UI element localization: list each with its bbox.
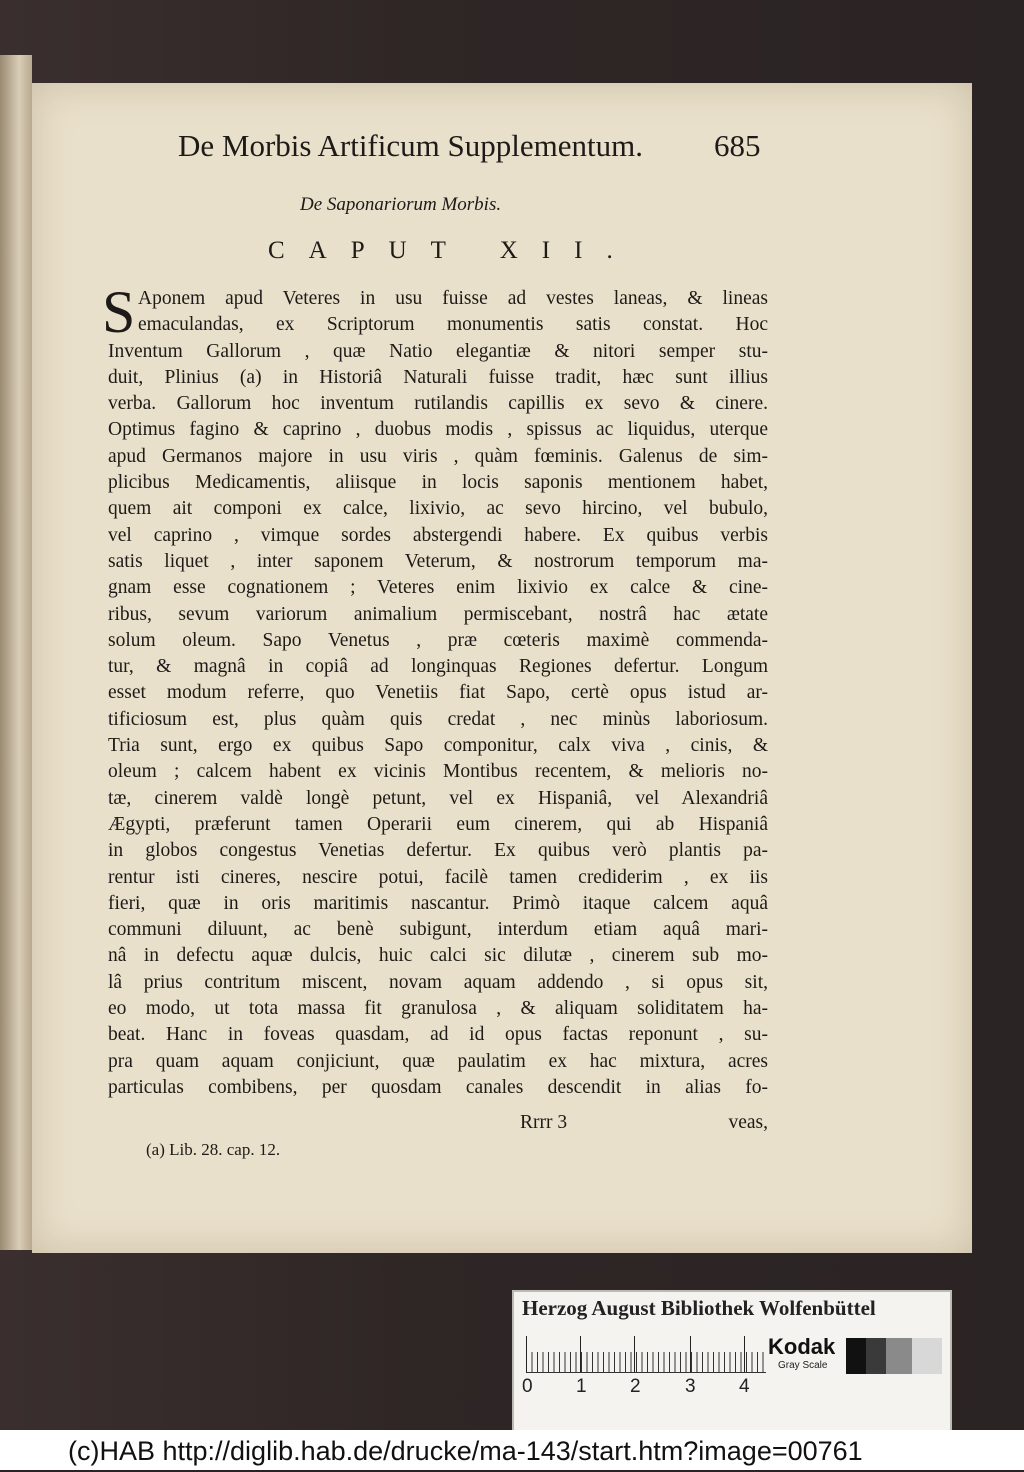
text-line: eo modo, ut tota massa fit granulosa , & aliquam soliditatem ha- xyxy=(108,998,768,1020)
ruler-tick xyxy=(690,1336,691,1372)
text-line: Inventum Gallorum , quæ Natio elegantiæ & nitori semper stu- xyxy=(108,340,768,362)
gray-patch xyxy=(912,1338,942,1374)
library-color-card xyxy=(512,1290,952,1432)
chapter-subtitle: De Saponariorum Morbis. xyxy=(300,194,502,215)
text-line: Optimus fagino & caprino , duobus modis , spissus ac liquidus, uterque xyxy=(108,419,768,441)
text-line: in globos congestus Venetias defertur. Ex quibus verò plantis pa- xyxy=(108,840,768,862)
ruler-label: 1 xyxy=(576,1376,587,1397)
library-name: Herzog August Bibliothek Wolfenbüttel xyxy=(522,1296,876,1320)
text-line: quem ait componi ex calce, lixivio, ac sevo hircino, vel bubulo, xyxy=(108,498,768,520)
ruler-tick xyxy=(526,1336,527,1372)
text-line: emaculandas, ex Scriptorum monumentis satis constat. Hoc xyxy=(138,314,768,336)
ruler-label: 2 xyxy=(630,1376,641,1397)
text-line: tur, & magnâ in copiâ ad longinquas Regiones defertur. Longum xyxy=(108,656,768,678)
text-line: pra quam aquam conjiciunt, quæ paulatim ex hac mixtura, acres xyxy=(108,1050,768,1072)
kodak-subtitle: Gray Scale xyxy=(778,1360,828,1371)
running-head: De Morbis Artificum Supplementum. xyxy=(178,128,643,163)
text-line: oleum ; calcem habent ex vicinis Montibus recentem, & melioris no- xyxy=(108,761,768,783)
text-line: solum oleum. Sapo Venetus , præ cœteris maximè commenda- xyxy=(108,629,768,651)
page-number: 685 xyxy=(714,128,761,163)
text-line: Ægypti, præferunt tamen Operarii eum cinerem, qui ab Hispaniâ xyxy=(108,813,768,835)
text-line: esset modum referre, quo Venetiis fiat Sapo, certè opus istud ar- xyxy=(108,682,768,704)
text-line: duit, Plinius (a) in Historiâ Naturali fuisse tradit, hæc sunt illius xyxy=(108,366,768,388)
ruler-label: 3 xyxy=(685,1376,696,1397)
drop-cap: S xyxy=(102,279,136,345)
text-line: beat. Hanc in foveas quasdam, ad id opus factas reponunt , su- xyxy=(108,1024,768,1046)
body-text xyxy=(102,279,768,1101)
chapter-heading: CAPUT XII. xyxy=(268,237,637,264)
text-line: communi diluunt, ac benè subigunt, interdum etiam aquâ mari- xyxy=(108,919,768,941)
text-line: Aponem apud Veteres in usu fuisse ad vestes laneas, & lineas xyxy=(138,288,768,309)
text-line: Tria sunt, ergo ex quibus Sapo componitur, calx viva , cinis, & xyxy=(108,735,768,757)
ruler-label: 4 xyxy=(739,1376,750,1397)
signature-mark: Rrrr 3 xyxy=(520,1112,568,1133)
footer-url: (c)HAB http://diglib.hab.de/drucke/ma-143/start.htm?image=00761 xyxy=(68,1436,863,1466)
text-line: tæ, cinerem valdè longè petunt, vel ex Hispaniâ, vel Alexandriâ xyxy=(108,787,768,809)
text-line: apud Germanos majore in usu viris , quàm fœminis. Galenus de sim- xyxy=(108,445,768,467)
ruler-tick xyxy=(744,1336,745,1372)
facing-page-edge xyxy=(0,55,32,1250)
signature-line xyxy=(108,1112,768,1138)
text-line: ribus, sevum variorum animalium permiscebant, nostrâ hac ætate xyxy=(108,603,768,625)
catchword: veas, xyxy=(728,1112,768,1133)
text-line: plicibus Medicamentis, aliisque in locis saponis mentionem habet, xyxy=(108,472,768,494)
text-line: verba. Gallorum hoc inventum rutilandis capillis ex sevo & cinere. xyxy=(108,393,768,415)
text-line: satis liquet , inter saponem Veterum, & nostrorum temporum ma- xyxy=(108,550,768,572)
text-line: vel caprino , vimque sordes abstergendi habere. Ex quibus verbis xyxy=(108,524,768,546)
footnote: (a) Lib. 28. cap. 12. xyxy=(146,1140,281,1159)
scale-ruler xyxy=(526,1336,766,1373)
text-line: lâ prius contritum miscent, novam aquam addendo , si opus sit, xyxy=(108,971,768,993)
kodak-logo: Kodak xyxy=(768,1334,836,1359)
text-line: tificiosum est, plus quàm quis credat , nec minùs laboriosum. xyxy=(108,708,768,730)
text-line: gnam esse cognationem ; Veteres enim lixivio ex calce & cine- xyxy=(108,577,768,599)
ruler-tick xyxy=(634,1336,635,1372)
text-line: particulas combibens, per quosdam canales descendit in alias fo- xyxy=(108,1076,768,1098)
text-line: nâ in defectu aquæ dulcis, huic calci sic dilutæ , cinerem sub mo- xyxy=(108,945,768,967)
text-line: rentur isti cineres, nescire potui, facilè tamen crediderim , ex iis xyxy=(108,866,768,888)
ruler-label: 0 xyxy=(522,1376,533,1397)
ruler-tick xyxy=(580,1336,581,1372)
text-line: fieri, quæ in oris maritimis nascantur. Primò itaque calcem aquâ xyxy=(108,892,768,914)
